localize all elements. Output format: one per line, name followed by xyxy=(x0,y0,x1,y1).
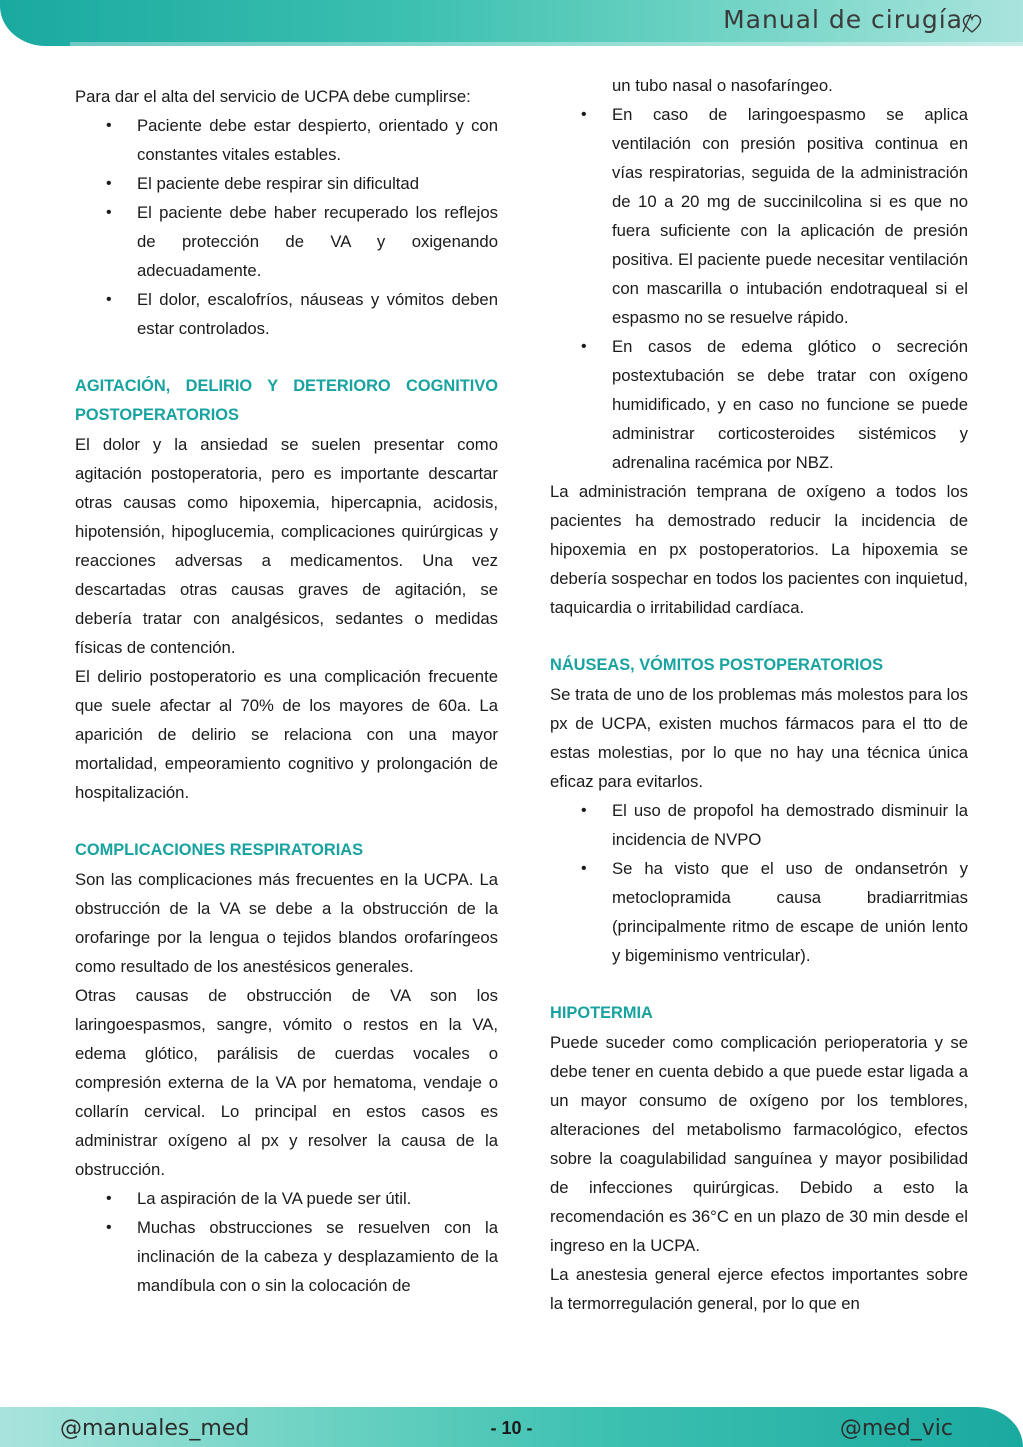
section-heading-respiratorias: COMPLICACIONES RESPIRATORIAS xyxy=(75,841,364,859)
list-item: • Paciente debe estar despierto, orientado y con constantes vitales estables. xyxy=(137,111,498,169)
list-item: • Se ha visto que el uso de ondansetrón y metoclopramida causa bradiarritmias (principalmente ritmo de escape de unión lento y bigeminismo ventricular). xyxy=(612,854,968,970)
discharge-criteria-list xyxy=(75,111,498,343)
section-heading-hipotermia: HIPOTERMIA xyxy=(550,1004,653,1022)
paragraph: Se trata de uno de los problemas más molestos para los px de UCPA, existen muchos fármacos para el tto de estas molestias, por lo que no hay una técnica única eficaz para evitarlos. xyxy=(550,685,968,791)
list-item: • El uso de propofol ha demostrado disminuir la incidencia de NVPO xyxy=(612,796,968,854)
paragraph: El dolor y la ansiedad se suelen presentar como agitación postoperatoria, pero es importante descartar otras causas como hipoxemia, hipercapnia, acidosis, hipotensión, hipoglucemia, complicaciones quirúrgicas y reacciones adversas a medicamentos. Una vez descartadas otras causas graves de agitación, se debería tratar con analgésicos, sedantes o medidas físicas de contención. xyxy=(75,435,498,657)
list-item: • En casos de edema glótico o secreción postextubación se debe tratar con oxígeno humidificado, y en caso no funcione se puede administrar corticosteroides sistémicos y adrenalina racémica por NBZ. xyxy=(612,332,968,477)
nvpo-list xyxy=(550,796,968,970)
list-item: • La aspiración de la VA puede ser útil. xyxy=(137,1184,498,1213)
footer-handle-right: @med_vic xyxy=(839,1416,953,1441)
paragraph: La administración temprana de oxígeno a todos los pacientes ha demostrado reducir la incidencia de hipoxemia en px postoperatorios. La hipoxemia se debería sospechar en todos los pacientes con inquietud, taquicardia o irritabilidad cardíaca. xyxy=(550,482,968,617)
header-title: Manual de cirugía xyxy=(723,5,963,34)
section-heading-nvpo: NÁUSEAS, VÓMITOS POSTOPERATORIOS xyxy=(550,656,884,674)
respiratory-list-continued xyxy=(550,71,968,477)
left-column xyxy=(75,72,498,1300)
footer-handle-left: @manuales_med xyxy=(60,1416,250,1441)
paragraph: La anestesia general ejerce efectos importantes sobre la termorregulación general, por lo que en xyxy=(550,1265,968,1313)
section-heading-agitacion: AGITACIÓN, DELIRIO Y DETERIORO COGNITIVO POSTOPERATORIOS xyxy=(75,377,498,424)
list-item: • El paciente debe haber recuperado los reflejos de protección de VA y oxigenando adecuadamente. xyxy=(137,198,498,285)
paragraph: El delirio postoperatorio es una complicación frecuente que suele afectar al 70% de los mayores de 60a. La aparición de delirio se relaciona con una mayor mortalidad, empeoramiento cognitivo y prolongación de hospitalización. xyxy=(75,667,498,802)
list-item: • En caso de laringoespasmo se aplica ventilación con presión positiva continua en vías respiratorias, seguida de la administración de 10 a 20 mg de succinilcolina si es que no fuera suficiente con la aplicación de presión positiva. El paciente puede necesitar ventilación con mascarilla o intubación endotraqueal si el espasmo no se resuelve rápido. xyxy=(612,100,968,332)
paragraph: Otras causas de obstrucción de VA son los laringoespasmos, sangre, vómito o restos en la VA, edema glótico, parálisis de cuerdas vocales o compresión externa de la VA por hematoma, vendaje o collarín cervical. Lo principal en estos casos es administrar oxígeno al px y resolver la causa de la obstrucción. xyxy=(75,986,498,1179)
right-column xyxy=(550,71,968,1318)
respiratory-list xyxy=(75,1184,498,1300)
list-item: • Muchas obstrucciones se resuelven con la inclinación de la cabeza y desplazamiento de la mandíbula con o sin la colocación de xyxy=(137,1213,498,1300)
paragraph: Son las complicaciones más frecuentes en la UCPA. La obstrucción de la VA se debe a la obstrucción de la orofaringe por la lengua o tejidos blandos orofaríngeos como resultado de los anestésicos generales. xyxy=(75,870,498,976)
list-item-continued: un tubo nasal o nasofaríngeo. xyxy=(612,76,833,95)
list-item: • El paciente debe respirar sin dificultad xyxy=(137,169,498,198)
intro-paragraph: Para dar el alta del servicio de UCPA debe cumplirse: xyxy=(75,87,471,106)
page-number: - 10 - xyxy=(490,1418,533,1438)
list-item: • El dolor, escalofríos, náuseas y vómitos deben estar controlados. xyxy=(137,285,498,343)
paragraph: Puede suceder como complicación perioperatoria y se debe tener en cuenta debido a que puede estar ligada a un mayor consumo de oxígeno por los temblores, alteraciones del metabolismo farmacológico, efectos sobre la coagulabilidad sanguínea y mayor posibilidad de infecciones quirúrgicas. Debido a esto la recomendación es 36°C en un plazo de 30 min desde el ingreso en la UCPA. xyxy=(550,1033,968,1255)
heart-pen-icon xyxy=(959,10,985,36)
